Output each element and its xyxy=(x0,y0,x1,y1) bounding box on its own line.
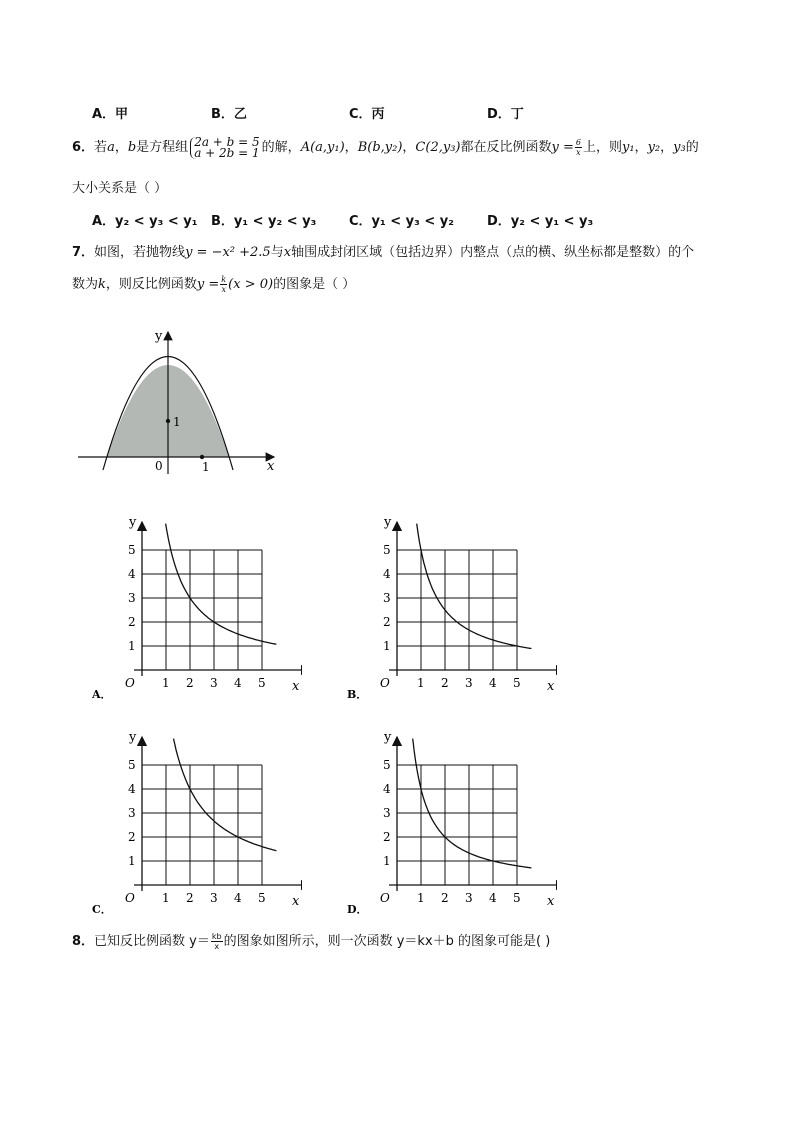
x-tick-label: 3 xyxy=(465,891,473,905)
y-tick-label: 2 xyxy=(128,615,136,629)
q6-point-b: B(b,y₂) xyxy=(357,140,403,155)
origin-label: O xyxy=(125,676,135,690)
y-tick-label: 2 xyxy=(383,830,391,844)
q7-parabola-figure xyxy=(70,318,290,478)
x-tick-label: 2 xyxy=(186,676,194,690)
x-tick-label: 1 xyxy=(162,891,170,905)
x-tick-label: 4 xyxy=(234,891,242,905)
q6-text: 是方程组 xyxy=(136,140,189,155)
q8-text: 已知反比例函数 y＝ xyxy=(94,934,210,949)
option-label: A． xyxy=(92,688,112,701)
q7-text: 的图象是（ ） xyxy=(273,277,356,292)
hyperbola-curve xyxy=(413,739,532,868)
q8-text: 的图象如图所示，则一次函数 y＝kx＋b 的图象可能是( ) xyxy=(223,934,551,949)
point-1-0 xyxy=(200,455,204,459)
y-axis-label: y xyxy=(384,730,392,745)
figure-x-one: 1 xyxy=(202,460,210,474)
q7-text: ，则反比例函数 xyxy=(105,277,197,292)
q6-option-a: A．y₂ < y₃ < y₁ xyxy=(92,214,198,229)
origin-label: O xyxy=(125,891,135,905)
x-axis-label: x xyxy=(292,679,300,694)
q6-y3: y₃ xyxy=(673,140,686,155)
q6-option-c: C．y₁ < y₃ < y₂ xyxy=(349,214,454,229)
q7-frac-num: k xyxy=(221,275,227,284)
q6-y2: y₂ xyxy=(647,140,661,155)
y-tick-label: 2 xyxy=(128,830,136,844)
origin-label: O xyxy=(380,891,390,905)
q7-var-k: k xyxy=(98,277,106,292)
figure-origin-label: 0 xyxy=(155,459,163,473)
q6-var-a: a xyxy=(107,140,115,155)
q7-condition: (x > 0) xyxy=(228,277,274,292)
x-axis-label: x xyxy=(292,894,300,909)
inverse-function-graph xyxy=(347,512,557,702)
figure-x-label: x xyxy=(267,459,275,474)
y-tick-label: 3 xyxy=(383,806,391,820)
q6-frac-den: x xyxy=(576,148,581,157)
x-tick-label: 5 xyxy=(513,891,521,905)
q6-point-a: A(a,y₁) xyxy=(300,140,345,155)
y-tick-label: 3 xyxy=(128,806,136,820)
x-tick-label: 1 xyxy=(417,676,425,690)
x-tick-label: 4 xyxy=(234,676,242,690)
q8-fraction xyxy=(211,932,223,951)
y-tick-label: 1 xyxy=(128,639,136,653)
q7-function: y = xyxy=(196,277,220,292)
q6-stem xyxy=(72,136,699,160)
q7-number: 7． xyxy=(72,245,95,260)
q7-text: 轴围成封闭区域（包括边界）内整点（点的横、纵坐标都是整数）的个 xyxy=(291,245,695,260)
figure-y-label: y xyxy=(155,329,163,344)
q7-fraction xyxy=(220,275,227,294)
q6-text: 的 xyxy=(685,140,699,155)
x-tick-label: 1 xyxy=(417,891,425,905)
hyperbola-curve xyxy=(166,524,277,645)
q6-number: 6． xyxy=(72,140,95,155)
y-tick-label: 1 xyxy=(128,854,136,868)
x-tick-label: 2 xyxy=(186,891,194,905)
q6-text: 若 xyxy=(94,140,108,155)
q5-option-d: D．丁 xyxy=(487,107,524,122)
q5-option-b: B．乙 xyxy=(211,107,247,122)
x-tick-label: 4 xyxy=(489,891,497,905)
q8-frac-num: kb xyxy=(211,932,222,941)
y-tick-label: 4 xyxy=(383,567,391,581)
q7-var-x: x xyxy=(283,245,292,260)
q6-frac-num: 6 xyxy=(575,138,581,147)
y-tick-label: 5 xyxy=(128,543,136,557)
y-tick-label: 4 xyxy=(128,567,136,581)
q6-text: ， xyxy=(402,140,416,155)
q7-graph-b[interactable] xyxy=(347,512,557,702)
inverse-function-graph xyxy=(347,727,557,917)
q7-text: 数为 xyxy=(72,277,99,292)
option-label: C． xyxy=(92,903,112,916)
q6-point-c: C(2,y₃) xyxy=(415,140,461,155)
q6-function: y = xyxy=(551,140,574,155)
q7-stem xyxy=(72,241,694,260)
x-tick-label: 1 xyxy=(162,676,170,690)
q8-stem xyxy=(72,930,550,954)
x-axis-label: x xyxy=(547,679,555,694)
x-tick-label: 5 xyxy=(513,676,521,690)
x-tick-label: 2 xyxy=(441,676,449,690)
q6-y1: y₁ xyxy=(621,140,635,155)
origin-label: O xyxy=(380,676,390,690)
y-tick-label: 3 xyxy=(128,591,136,605)
q5-option-c: C．丙 xyxy=(349,107,385,122)
y-tick-label: 5 xyxy=(128,758,136,772)
x-tick-label: 4 xyxy=(489,676,497,690)
q6-text: 都在反比例函数 xyxy=(460,140,552,155)
inverse-function-graph xyxy=(92,727,302,917)
q7-text: 如图，若抛物线 xyxy=(94,245,186,260)
y-tick-label: 1 xyxy=(383,639,391,653)
q6-option-d: D．y₂ < y₁ < y₃ xyxy=(487,214,594,229)
x-tick-label: 3 xyxy=(465,676,473,690)
hyperbola-curve xyxy=(417,524,532,649)
q8-frac-den: x xyxy=(214,942,220,951)
point-0-1 xyxy=(166,419,170,423)
y-axis-label: y xyxy=(129,730,137,745)
x-axis-label: x xyxy=(547,894,555,909)
q6-equation-system xyxy=(190,134,260,160)
q6-text: 上，则 xyxy=(582,140,622,155)
x-tick-label: 5 xyxy=(258,676,266,690)
figure-y-one: 1 xyxy=(173,415,181,429)
y-axis-label: y xyxy=(384,515,392,530)
q6-text: ， xyxy=(634,140,648,155)
q7-frac-den: x xyxy=(221,285,226,294)
q7-parabola-expr: y = −x² +2.5 xyxy=(185,245,271,260)
q7-graph-c[interactable] xyxy=(92,727,302,917)
q8-number: 8． xyxy=(72,934,95,949)
q7-stem-line2 xyxy=(72,273,355,297)
inverse-function-graph xyxy=(92,512,302,702)
hyperbola-curve xyxy=(174,739,277,851)
q6-text: ， xyxy=(660,140,674,155)
y-tick-label: 1 xyxy=(383,854,391,868)
q6-text: ， xyxy=(114,140,128,155)
y-tick-label: 5 xyxy=(383,758,391,772)
option-label: B． xyxy=(347,688,368,701)
q5-option-a: A．甲 xyxy=(92,107,129,122)
option-label: D． xyxy=(347,903,368,916)
q6-stem-line2: 大小关系是（ ） xyxy=(72,181,168,196)
q6-text: ， xyxy=(344,140,358,155)
y-tick-label: 2 xyxy=(383,615,391,629)
q6-eq1: 2a + b = 5 xyxy=(194,134,260,149)
q6-text: 的解， xyxy=(261,140,301,155)
x-tick-label: 3 xyxy=(210,891,218,905)
q6-option-b: B．y₁ < y₂ < y₃ xyxy=(211,214,317,229)
q7-graph-d[interactable] xyxy=(347,727,557,917)
x-tick-label: 5 xyxy=(258,891,266,905)
x-tick-label: 3 xyxy=(210,676,218,690)
y-axis-label: y xyxy=(129,515,137,530)
x-tick-label: 2 xyxy=(441,891,449,905)
q6-fraction xyxy=(575,138,582,157)
y-tick-label: 4 xyxy=(128,782,136,796)
q6-var-b: b xyxy=(127,140,137,155)
y-tick-label: 5 xyxy=(383,543,391,557)
q7-text: 与 xyxy=(270,245,284,260)
y-tick-label: 3 xyxy=(383,591,391,605)
y-tick-label: 4 xyxy=(383,782,391,796)
q6-eq2: a + 2b = 1 xyxy=(194,145,260,160)
q7-graph-a[interactable] xyxy=(92,512,302,702)
